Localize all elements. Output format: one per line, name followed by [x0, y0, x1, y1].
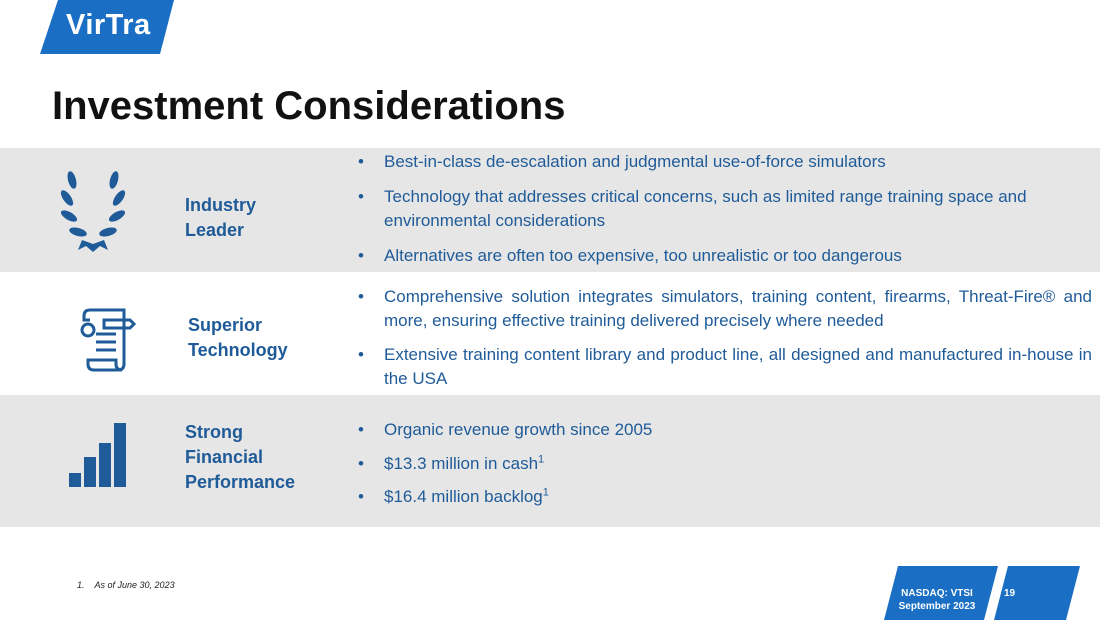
bullet-item: • Best-in-class de-escalation and judgmental use-of-force simulators [358, 150, 1092, 174]
vitra-logo [0, 0, 174, 54]
bullet-item [358, 418, 1092, 442]
page-title: Investment Considerations [52, 84, 566, 128]
footer-badge [880, 566, 1080, 620]
bullet-list-superior-technology [358, 285, 1092, 391]
heading-line: Industry [185, 195, 257, 215]
heading-line: Technology [188, 340, 288, 360]
bullet-item: • Alternatives are often too expensive, too unrealistic or too dangerous [358, 244, 1092, 268]
bullet-text: Organic revenue growth since 2005 [384, 420, 653, 439]
exchange-ticker: NASDAQ: VTSI [901, 588, 973, 599]
section-heading-superior-technology [188, 313, 288, 363]
bullet-item: • Extensive training content library and product line, all designed and manufactured in-house in the USA [358, 343, 1092, 391]
footnote-text: As of June 30, 2023 [94, 580, 175, 590]
logo-text: VirTra [66, 9, 151, 41]
footnote [77, 580, 175, 590]
bar-chart-icon [68, 421, 128, 494]
bullet-item: • Technology that addresses critical concerns, such as limited range training space and environmental considerations [358, 185, 1092, 233]
footnote-marker: 1 [538, 453, 545, 466]
footnote-marker: 1 [542, 486, 549, 499]
bullet-text: $16.4 million backlog [384, 487, 543, 506]
heading-line: Financial [185, 447, 264, 467]
heading-line: Leader [185, 220, 245, 240]
section-heading-strong-financial-performance [185, 420, 295, 495]
heading-line: Superior [188, 315, 263, 335]
scroll-gear-icon [76, 306, 136, 379]
bullet-text: $13.3 million in cash [384, 454, 539, 473]
heading-line: Strong [185, 422, 243, 442]
laurel-wreath-icon [58, 170, 128, 259]
bullet-list-industry-leader [358, 150, 1092, 268]
presentation-date: September 2023 [898, 601, 976, 612]
bullet-item [358, 485, 1092, 509]
section-heading-industry-leader [185, 193, 256, 243]
page-number: 19 [1004, 588, 1016, 599]
bullet-item: • Comprehensive solution integrates simulators, training content, firearms, Threat-Fire® and more, ensuring effective training delivered precisely where needed [358, 285, 1092, 333]
heading-line: Performance [185, 472, 296, 492]
footnote-number: 1. [77, 580, 85, 590]
bullet-item [358, 452, 1092, 476]
bullet-list-strong-financial-performance [358, 418, 1092, 509]
